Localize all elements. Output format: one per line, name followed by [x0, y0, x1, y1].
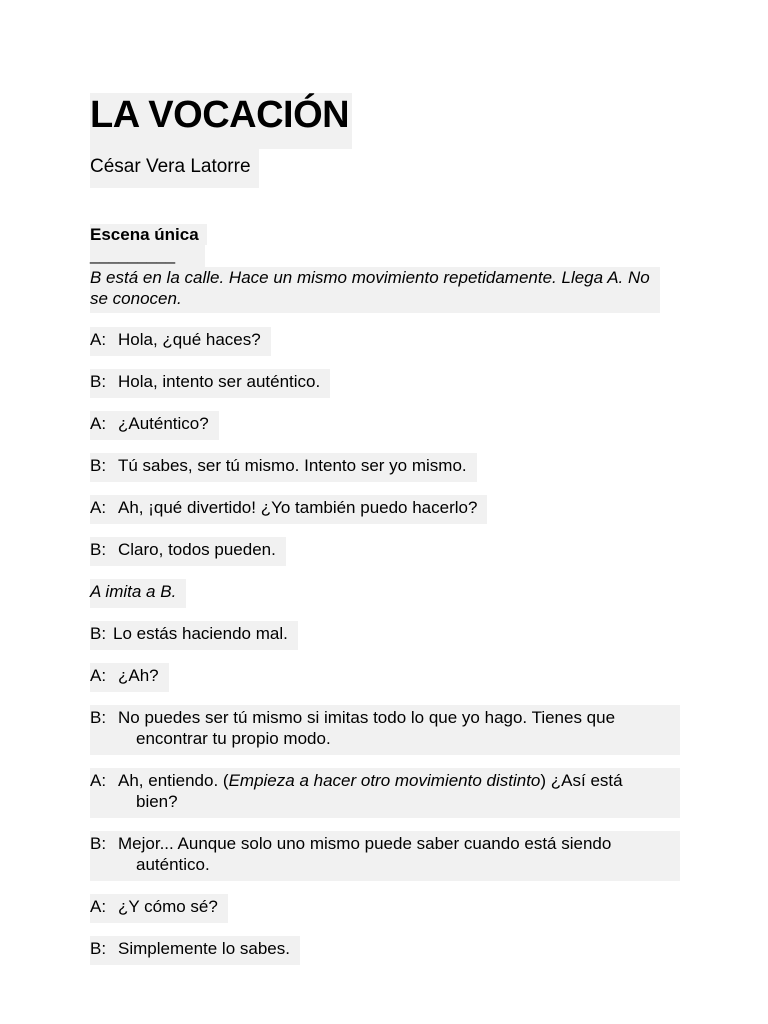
- speaker-label: B:: [90, 834, 107, 853]
- dialogue-line: [90, 894, 690, 923]
- dialogue-line: [90, 621, 690, 650]
- dialogue-line: [90, 537, 690, 566]
- speaker-label: B:: [90, 540, 107, 559]
- dialogue-text: Simplemente lo sabes.: [118, 939, 290, 958]
- dialogue-text: Ah, ¡qué divertido! ¿Yo también puedo hacerlo?: [118, 498, 478, 517]
- speaker-label: B:: [90, 372, 107, 391]
- dialogue-text: ¿Ah?: [118, 666, 159, 685]
- dialogue-line: [90, 411, 690, 440]
- dialogue-line: [90, 663, 690, 692]
- dialogue-text: Mejor... Aunque solo uno mismo puede saber cuando está siendo: [118, 834, 612, 853]
- title-block: [90, 93, 690, 149]
- dialogue-text: Tú sabes, ser tú mismo. Intento ser yo mismo.: [118, 456, 467, 475]
- dialogue-text: Lo estás haciendo mal.: [113, 624, 288, 643]
- document-title: LA VOCACIÓN: [90, 93, 352, 149]
- dialogue-text: No puedes ser tú mismo si imitas todo lo que yo hago. Tienes que: [118, 708, 616, 727]
- speaker-label: B:: [90, 456, 107, 475]
- rule-block: [90, 245, 690, 267]
- dialogue-text: Hola, ¿qué haces?: [118, 330, 261, 349]
- author-block: [90, 149, 690, 188]
- speaker-label: A:: [90, 897, 107, 916]
- dialogue-text-continued: bien?: [136, 792, 178, 811]
- author-name: César Vera Latorre: [90, 149, 259, 188]
- stage-direction-line: [90, 579, 690, 608]
- speaker-label: B:: [90, 624, 107, 643]
- speaker-label: A:: [90, 330, 107, 349]
- scene-heading: Escena única: [90, 224, 207, 245]
- dialogue-line: [90, 495, 690, 524]
- dialogue-line: [90, 453, 690, 482]
- document-page: [90, 93, 690, 965]
- dialogue-text: ¿Auténtico?: [118, 414, 209, 433]
- stage-direction-inline: Empieza a hacer otro movimiento distinto: [228, 771, 541, 790]
- stage-direction: B está en la calle. Hace un mismo movimiento repetidamente. Llega A. No se conocen.: [90, 267, 660, 313]
- dialogue-text: ¿Y cómo sé?: [118, 897, 218, 916]
- dialogue-line: [90, 327, 690, 356]
- dialogue-line: [90, 369, 690, 398]
- dialogue-text: Claro, todos pueden.: [118, 540, 276, 559]
- dialogue-text-continued: encontrar tu propio modo.: [136, 729, 331, 748]
- heading-underline: _________: [90, 245, 205, 267]
- dialogue-line: [90, 768, 690, 818]
- dialogue-line: [90, 936, 690, 965]
- speaker-label: A:: [90, 771, 107, 790]
- speaker-label: B:: [90, 939, 107, 958]
- dialogue-line: [90, 831, 690, 881]
- dialogue-text: Ah, entiendo. (: [118, 771, 229, 790]
- speaker-label: A:: [90, 666, 107, 685]
- dialogue-text: Hola, intento ser auténtico.: [118, 372, 321, 391]
- speaker-label: B:: [90, 708, 107, 727]
- speaker-label: A:: [90, 414, 107, 433]
- scene-heading-block: [90, 188, 690, 245]
- speaker-label: A:: [90, 498, 107, 517]
- dialogue-text: ) ¿Así está: [540, 771, 623, 790]
- dialogue-line: [90, 705, 690, 755]
- dialogue-text-continued: auténtico.: [136, 855, 210, 874]
- stage-direction: A imita a B.: [90, 582, 177, 601]
